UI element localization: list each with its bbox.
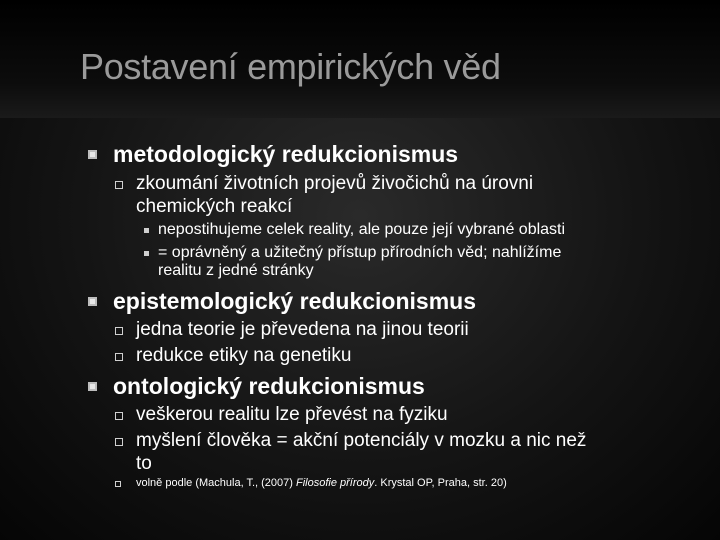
subbullet-zkoumani-line1: zkoumání životních projevů živočichů na úrovni	[136, 173, 534, 194]
subsubbullet-opravneny-line2: realitu z jedné stránky	[158, 262, 314, 279]
subbullet-veskerou-realitu: veškerou realitu lze převést na fyziku	[136, 404, 448, 425]
subsubbullet-opravneny-line1: = oprávněný a užitečný přístup přírodních věd; nahlížíme	[158, 244, 562, 261]
level3-bullet-icon	[144, 228, 149, 233]
source-book-title: Filosofie přírody	[296, 477, 375, 489]
level1-bullet-icon	[88, 382, 97, 391]
subbullet-mysleni-line1: myšlení člověka = akční potenciály v mozku a nic než	[136, 430, 587, 451]
subsubbullet-nepostihujeme: nepostihujeme celek reality, ale pouze její vybrané oblasti	[158, 221, 566, 238]
subbullet-mysleni-line2: to	[136, 453, 152, 474]
level2-bullet-icon	[115, 438, 123, 446]
level2-bullet-icon	[115, 181, 123, 189]
level1-bullet-icon	[88, 297, 97, 306]
level1-bullet-icon	[88, 150, 97, 159]
slide-title: Postavení empirických věd	[80, 46, 501, 87]
subbullet-zkoumani-line2: chemických reakcí	[136, 196, 293, 217]
level2-bullet-icon	[115, 412, 123, 420]
source-prefix: volně podle (Machula, T., (2007)	[136, 477, 296, 489]
level3-bullet-icon	[144, 251, 149, 256]
level2-bullet-icon	[115, 353, 123, 361]
subbullet-redukce-etiky: redukce etiky na genetiku	[136, 345, 352, 366]
bullet-ontologicky: ontologický redukcionismus	[113, 373, 425, 399]
level2-bullet-icon	[115, 481, 121, 487]
subbullet-jedna-teorie: jedna teorie je převedena na jinou teorii	[136, 319, 469, 340]
bullet-epistemologicky: epistemologický redukcionismus	[113, 288, 477, 314]
level2-bullet-icon	[115, 327, 123, 335]
bullet-metodologicky: metodologický redukcionismus	[113, 141, 459, 167]
source-suffix: . Krystal OP, Praha, str. 20)	[374, 477, 507, 489]
source-citation	[136, 477, 507, 489]
